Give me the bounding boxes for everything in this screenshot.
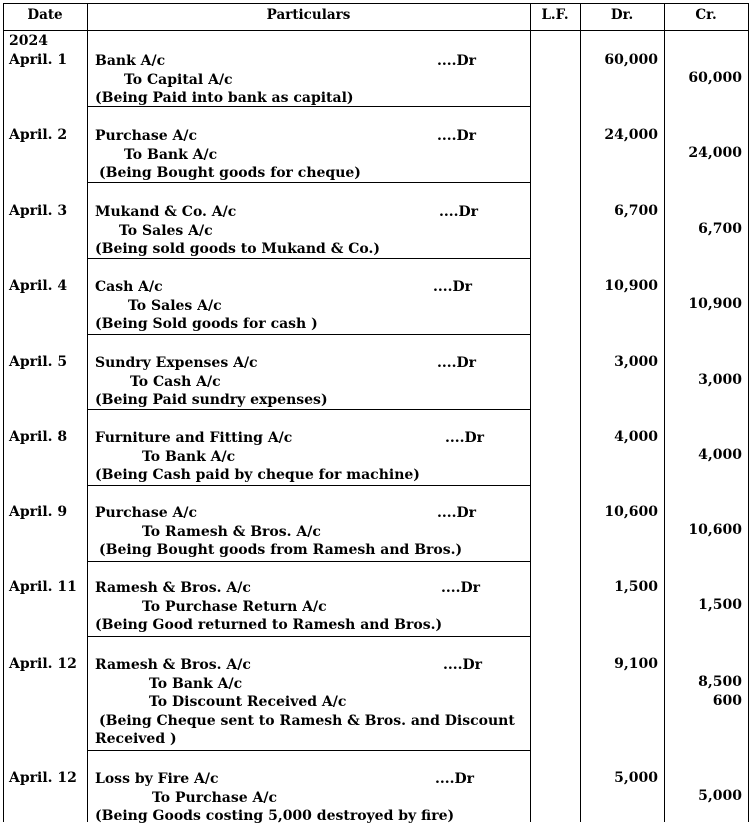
- credit-account: To Bank A/c: [149, 675, 243, 692]
- entry-date: April. 4: [9, 278, 68, 294]
- credit-amount: 8,500: [698, 674, 742, 690]
- entry-date: April. 9: [9, 504, 68, 520]
- narration: Received ): [95, 731, 177, 747]
- credit-account: To Bank A/c: [142, 448, 236, 465]
- debit-amount: 24,000: [604, 127, 658, 143]
- entry-date: April. 8: [9, 429, 68, 445]
- entry-date: April. 12: [9, 656, 77, 672]
- debit-amount: 4,000: [614, 429, 658, 445]
- debit-amount: 60,000: [604, 52, 658, 68]
- credit-amount: 6,700: [698, 221, 742, 237]
- row-separator: [87, 561, 531, 562]
- credit-amount: 60,000: [688, 70, 742, 86]
- credit-account: To Purchase Return A/c: [142, 598, 327, 615]
- row-separator: [87, 636, 531, 637]
- credit-account: To Ramesh & Bros. A/c: [142, 523, 321, 540]
- dr-marker: ....Dr: [437, 505, 477, 521]
- dr-marker: ....Dr: [445, 430, 485, 446]
- debit-account: Ramesh & Bros. A/c: [95, 657, 251, 673]
- debit-amount: 10,600: [604, 504, 658, 520]
- row-separator: [87, 258, 531, 259]
- debit-amount: 6,700: [614, 203, 658, 219]
- debit-account: Purchase A/c: [95, 505, 198, 521]
- credit-account: To Purchase A/c: [152, 789, 278, 806]
- narration: (Being Cash paid by cheque for machine): [95, 467, 420, 483]
- debit-account: Furniture and Fitting A/c: [95, 430, 293, 446]
- narration: (Being Good returned to Ramesh and Bros.): [95, 617, 443, 633]
- header-particulars: Particulars: [266, 7, 351, 23]
- debit-amount: 3,000: [614, 354, 658, 370]
- debit-account: Loss by Fire A/c: [95, 771, 219, 787]
- credit-account: To Cash A/c: [130, 373, 221, 390]
- row-separator: [87, 750, 531, 751]
- narration: (Being sold goods to Mukand & Co.): [95, 241, 380, 257]
- credit-amount: 600: [712, 692, 742, 709]
- header-dr: Dr.: [610, 7, 634, 23]
- dr-marker: ....Dr: [437, 355, 477, 371]
- narration: (Being Sold goods for cash ): [95, 316, 318, 332]
- debit-amount: 1,500: [614, 579, 658, 595]
- debit-account: Bank A/c: [95, 53, 166, 69]
- entry-date: April. 1: [9, 52, 68, 68]
- debit-account: Purchase A/c: [95, 128, 198, 144]
- dr-marker: ....Dr: [433, 279, 473, 295]
- narration: (Being Bought goods from Ramesh and Bros.): [99, 542, 463, 558]
- dr-marker: ....Dr: [435, 771, 475, 787]
- row-separator: [87, 409, 531, 410]
- row-separator: [87, 485, 531, 486]
- entry-date: April. 3: [9, 203, 68, 219]
- credit-amount: 10,600: [688, 522, 742, 538]
- year-label: 2024: [9, 33, 48, 49]
- dr-marker: ....Dr: [437, 53, 477, 69]
- narration: (Being Paid into bank as capital): [95, 90, 354, 106]
- credit-amount: 3,000: [698, 372, 742, 388]
- header-date: Date: [27, 7, 63, 23]
- credit-amount: 10,900: [688, 296, 742, 312]
- credit-amount: 5,000: [698, 788, 742, 804]
- debit-account: Mukand & Co. A/c: [95, 204, 237, 220]
- narration: (Being Bought goods for cheque): [99, 165, 361, 181]
- credit-account: To Capital A/c: [124, 71, 233, 88]
- row-separator: [87, 182, 531, 183]
- row-separator: [87, 334, 531, 335]
- dr-marker: ....Dr: [443, 657, 483, 673]
- credit-amount: 1,500: [698, 597, 742, 613]
- debit-amount: 10,900: [604, 278, 658, 294]
- entry-date: April. 2: [9, 127, 68, 143]
- credit-amount: 4,000: [698, 447, 742, 463]
- dr-marker: ....Dr: [439, 204, 479, 220]
- entry-date: April. 12: [9, 770, 77, 786]
- credit-account: To Sales A/c: [128, 297, 222, 314]
- credit-amount: 24,000: [688, 145, 742, 161]
- credit-account: To Discount Received A/c: [149, 694, 347, 710]
- entry-date: April. 5: [9, 354, 68, 370]
- debit-account: Sundry Expenses A/c: [95, 355, 258, 371]
- debit-amount: 9,100: [614, 656, 658, 672]
- narration: (Being Goods costing 5,000 destroyed by fire): [95, 808, 455, 824]
- dr-marker: ....Dr: [437, 128, 477, 144]
- header-lf: L.F.: [541, 7, 569, 23]
- debit-account: Cash A/c: [95, 279, 163, 295]
- credit-account: To Sales A/c: [119, 222, 213, 239]
- debit-account: Ramesh & Bros. A/c: [95, 580, 251, 596]
- header-cr: Cr.: [695, 7, 717, 23]
- narration: (Being Cheque sent to Ramesh & Bros. and Discount: [99, 712, 515, 729]
- credit-account: To Bank A/c: [124, 146, 218, 163]
- debit-amount: 5,000: [614, 770, 658, 786]
- entry-date: April. 11: [9, 579, 77, 595]
- narration: (Being Paid sundry expenses): [95, 392, 328, 408]
- dr-marker: ....Dr: [441, 580, 481, 596]
